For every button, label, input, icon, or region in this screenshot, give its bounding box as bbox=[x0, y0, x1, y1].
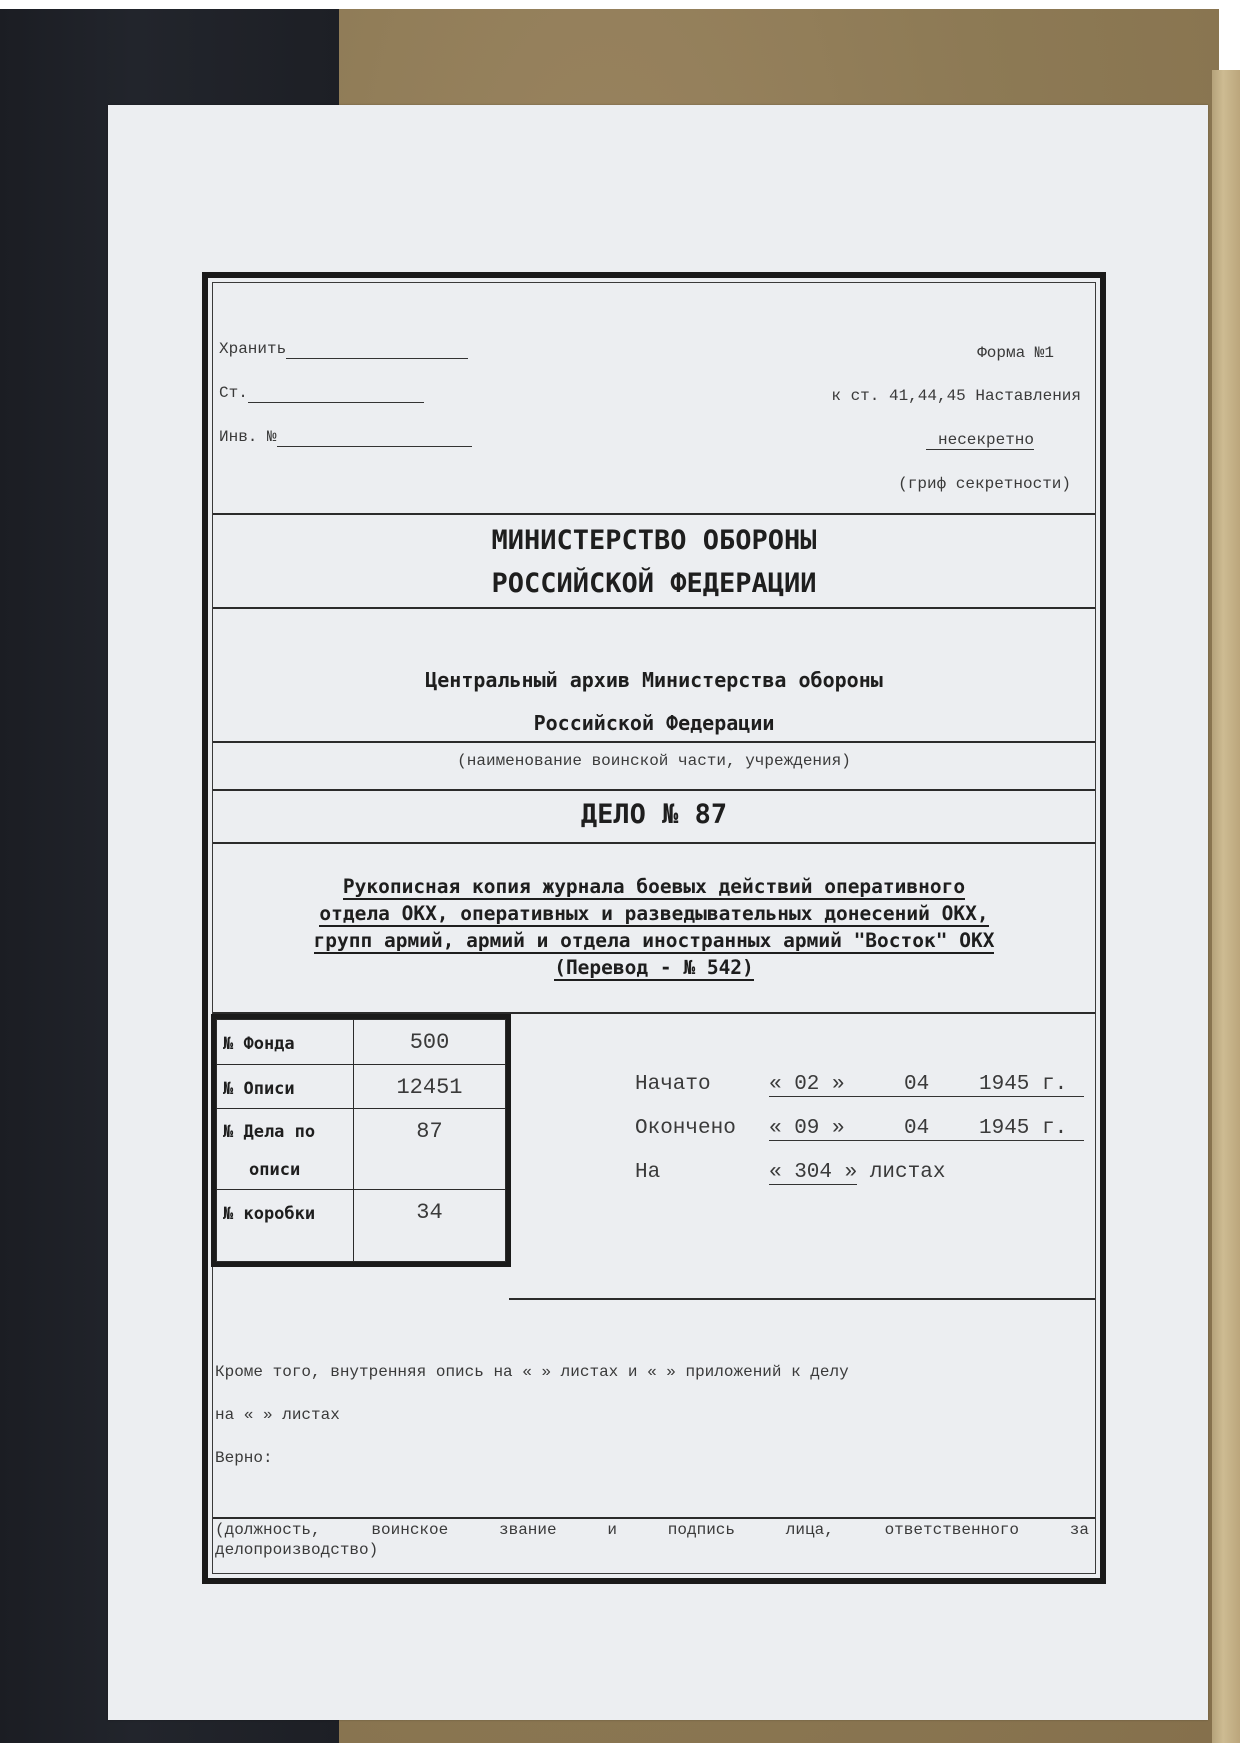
caption-word: (должность, bbox=[215, 1521, 321, 1539]
started-label: Начато bbox=[635, 1073, 711, 1096]
signature-caption-line-2: делопроизводство) bbox=[215, 1541, 379, 1559]
finished-year: 1945 г. bbox=[979, 1117, 1068, 1140]
caption-word: за bbox=[1069, 1521, 1089, 1539]
finished-label: Окончено bbox=[635, 1117, 736, 1140]
caption-word: ответственного bbox=[884, 1521, 1019, 1539]
archive-line-1: Центральный архив Министерства обороны bbox=[425, 668, 883, 692]
case-description bbox=[213, 873, 1095, 981]
store-line bbox=[286, 340, 468, 359]
description-line: отдела ОКХ, оперативных и разведывательных донесений ОКХ, bbox=[319, 902, 989, 925]
table-row bbox=[217, 1065, 506, 1109]
inv-field[interactable] bbox=[219, 428, 472, 447]
form-frame-inner bbox=[212, 282, 1096, 1574]
ministry-line-1: МИНИСТЕРСТВО ОБОРОНЫ bbox=[491, 525, 817, 556]
inventory-line: Кроме того, внутренняя опись на « » листах и « » приложений к делу bbox=[215, 1363, 849, 1381]
sheets-count[interactable]: « 304 » bbox=[769, 1161, 858, 1184]
registry-label: № Описи bbox=[217, 1065, 354, 1109]
registry-label-line: № Дела по bbox=[223, 1122, 316, 1142]
caption-word: и bbox=[607, 1521, 617, 1539]
table-row bbox=[217, 1020, 506, 1065]
inv-line bbox=[277, 428, 472, 447]
pages-edge bbox=[1212, 70, 1240, 1743]
regulation-reference: к ст. 41,44,45 Наставления bbox=[831, 387, 1081, 405]
started-month: 04 bbox=[904, 1073, 930, 1096]
divider bbox=[213, 741, 1095, 743]
title-sheet bbox=[108, 105, 1208, 1720]
registry-label: № Фонда bbox=[217, 1020, 354, 1065]
registry-table bbox=[216, 1019, 506, 1262]
registry-value: 34 bbox=[354, 1190, 506, 1262]
finished-date[interactable] bbox=[769, 1117, 1084, 1141]
started-date[interactable] bbox=[769, 1073, 1084, 1097]
caption-word: подпись bbox=[667, 1521, 735, 1539]
archive-caption: (наименование воинской части, учреждения) bbox=[457, 752, 851, 770]
finished-day: « 09 » bbox=[769, 1117, 845, 1140]
form-frame bbox=[202, 272, 1106, 1584]
caption-word: лица, bbox=[785, 1521, 834, 1539]
divider bbox=[509, 1298, 1095, 1300]
archive-line-2: Российской Федерации bbox=[533, 711, 775, 735]
sheets-line: на « » листах bbox=[215, 1406, 340, 1424]
sheets-row bbox=[635, 1161, 945, 1184]
finished-month: 04 bbox=[904, 1117, 930, 1140]
sheets-suffix: листах bbox=[869, 1161, 946, 1184]
store-label: Хранить bbox=[219, 340, 287, 358]
description-line: групп армий, армий и отдела иностранных армий "Восток" ОКХ bbox=[313, 929, 995, 952]
verified-label: Верно: bbox=[215, 1449, 273, 1467]
classification-caption: (гриф секретности) bbox=[898, 475, 1071, 493]
sheets-label: На bbox=[635, 1161, 661, 1184]
registry-label bbox=[217, 1109, 354, 1190]
table-row bbox=[217, 1109, 506, 1190]
classification-text: несекретно bbox=[926, 431, 1034, 450]
classification-value bbox=[926, 431, 1034, 450]
description-line: (Перевод - № 542) bbox=[554, 956, 754, 979]
inv-label: Инв. № bbox=[219, 428, 277, 446]
registry-label: № коробки bbox=[217, 1190, 354, 1262]
started-day: « 02 » bbox=[769, 1073, 845, 1096]
divider bbox=[213, 607, 1095, 609]
started-year: 1945 г. bbox=[979, 1073, 1068, 1096]
form-number: Форма №1 bbox=[977, 344, 1054, 362]
divider bbox=[213, 842, 1095, 844]
ministry-line-2: РОССИЙСКОЙ ФЕДЕРАЦИИ bbox=[491, 568, 817, 599]
caption-word: воинское bbox=[371, 1521, 449, 1539]
st-line bbox=[248, 384, 424, 403]
registry-label-line: описи bbox=[249, 1160, 301, 1180]
table-row bbox=[217, 1190, 506, 1262]
registry-value: 87 bbox=[354, 1109, 506, 1190]
case-title: ДЕЛО № 87 bbox=[580, 799, 728, 830]
signature-caption bbox=[215, 1521, 1089, 1539]
registry-box bbox=[211, 1014, 511, 1267]
started-row bbox=[635, 1073, 1084, 1097]
divider bbox=[213, 789, 1095, 791]
caption-word: звание bbox=[499, 1521, 557, 1539]
store-field[interactable] bbox=[219, 340, 468, 359]
divider bbox=[213, 1517, 1095, 1519]
registry-value: 12451 bbox=[354, 1065, 506, 1109]
finished-row bbox=[635, 1117, 1084, 1141]
divider bbox=[213, 513, 1095, 515]
description-line: Рукописная копия журнала боевых действий оперативного bbox=[342, 875, 966, 898]
st-label: Ст. bbox=[219, 384, 248, 402]
registry-value: 500 bbox=[354, 1020, 506, 1065]
st-field[interactable] bbox=[219, 384, 424, 403]
